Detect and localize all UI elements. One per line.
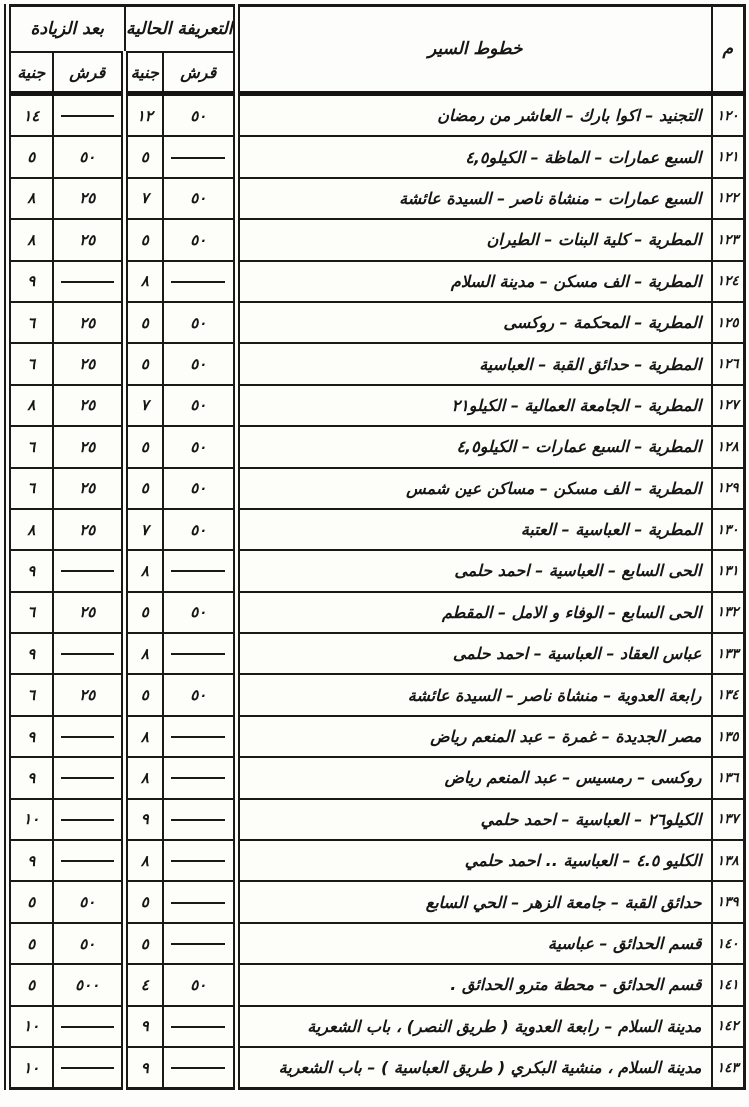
after-geneh-cell: ٨ xyxy=(8,219,53,260)
current-geneh-cell: ٨ xyxy=(125,716,163,757)
route-cell: الكيلو٢٦ – العباسية – احمد حلمي xyxy=(237,799,712,840)
after-geneh-cell: ٩ xyxy=(8,716,53,757)
current-qirsh-cell: ٥٠ xyxy=(163,468,237,509)
current-qirsh-cell xyxy=(163,716,237,757)
row-number-cell: ١٣٦ xyxy=(712,757,745,798)
table-row xyxy=(8,592,745,633)
current-qirsh-cell: ٥٠ xyxy=(163,302,237,343)
current-qirsh-cell xyxy=(163,261,237,302)
row-number-cell: ١٢٦ xyxy=(712,343,745,384)
route-cell: عباس العقاد – العباسية – احمد حلمى xyxy=(237,633,712,674)
after-geneh-cell: ٥ xyxy=(8,136,53,177)
after-geneh-cell: ٥ xyxy=(8,881,53,922)
current-geneh-cell: ٩ xyxy=(125,1006,163,1047)
row-number-cell: ١٤٣ xyxy=(712,1047,745,1089)
row-number-cell: ١٢٤ xyxy=(712,261,745,302)
current-qirsh-cell: ٥٠ xyxy=(163,343,237,384)
after-geneh-cell: ٦ xyxy=(8,302,53,343)
row-number-cell: ١٣٤ xyxy=(712,674,745,715)
row-number-cell: ١٢٠ xyxy=(712,94,745,137)
blank-dash xyxy=(171,1026,225,1028)
table-row xyxy=(8,757,745,798)
current-qirsh-cell xyxy=(163,136,237,177)
blank-dash xyxy=(171,653,225,655)
after-increase-group-header: بعد الزيادة xyxy=(8,6,125,53)
current-geneh-cell: ٥ xyxy=(125,426,163,467)
current-qirsh-cell: ٥٠ xyxy=(163,94,237,137)
blank-dash xyxy=(171,570,225,572)
route-cell: الحى السابع – العباسية – احمد حلمى xyxy=(237,550,712,591)
after-qirsh-cell xyxy=(53,633,125,674)
after-qirsh-cell: ٢٥ xyxy=(53,385,125,426)
current-qirsh-header: قرش xyxy=(163,52,237,94)
current-geneh-cell: ٥ xyxy=(125,923,163,964)
after-qirsh-cell: ٥٠ xyxy=(53,136,125,177)
table-row xyxy=(8,219,745,260)
after-geneh-header: جنية xyxy=(8,52,53,94)
row-number-cell: ١٣٩ xyxy=(712,881,745,922)
current-geneh-cell: ٤ xyxy=(125,964,163,1005)
current-qirsh-cell xyxy=(163,1006,237,1047)
after-qirsh-cell: ٥٠ xyxy=(53,923,125,964)
current-qirsh-cell xyxy=(163,881,237,922)
route-cell: مصر الجديدة – غمرة – عبد المنعم رياض xyxy=(237,716,712,757)
row-number-cell: ١٢١ xyxy=(712,136,745,177)
row-number-cell: ١٢٢ xyxy=(712,178,745,219)
table-row xyxy=(8,468,745,509)
table-row xyxy=(8,964,745,1005)
table-row xyxy=(8,716,745,757)
table-row xyxy=(8,426,745,467)
current-geneh-cell: ١٢ xyxy=(125,94,163,137)
current-geneh-cell: ٨ xyxy=(125,757,163,798)
blank-dash xyxy=(171,157,225,159)
row-number-cell: ١٢٣ xyxy=(712,219,745,260)
after-geneh-cell: ٨ xyxy=(8,178,53,219)
row-number-cell: ١٣٢ xyxy=(712,592,745,633)
table-row xyxy=(8,509,745,550)
route-cell: قسم الحدائق – محطة مترو الحدائق . xyxy=(237,964,712,1005)
current-qirsh-cell: ٥٠ xyxy=(163,509,237,550)
after-qirsh-cell xyxy=(53,757,125,798)
route-cell: المطرية – الف مسكن – مساكن عين شمس xyxy=(237,468,712,509)
route-cell: روكسى – رمسيس – عبد المنعم رياض xyxy=(237,757,712,798)
current-geneh-cell: ٥ xyxy=(125,468,163,509)
after-geneh-cell: ٨ xyxy=(8,509,53,550)
after-geneh-cell: ٨ xyxy=(8,385,53,426)
blank-dash xyxy=(171,860,225,862)
current-geneh-cell: ٥ xyxy=(125,592,163,633)
after-geneh-cell: ٦ xyxy=(8,426,53,467)
after-geneh-cell: ٩ xyxy=(8,633,53,674)
row-number-cell: ١٤١ xyxy=(712,964,745,1005)
after-qirsh-cell xyxy=(53,261,125,302)
after-qirsh-cell xyxy=(53,550,125,591)
route-cell: حدائق القبة – جامعة الزهر – الحي السابع xyxy=(237,881,712,922)
current-geneh-header: جنية xyxy=(125,52,163,94)
after-geneh-cell: ١٠ xyxy=(8,1006,53,1047)
blank-dash xyxy=(61,1026,114,1028)
routes-column-header: خطوط السير xyxy=(237,6,712,94)
after-qirsh-cell xyxy=(53,1006,125,1047)
route-cell: الحى السابع – الوفاء و الامل – المقطم xyxy=(237,592,712,633)
table-row xyxy=(8,674,745,715)
row-number-cell: ١٢٧ xyxy=(712,385,745,426)
blank-dash xyxy=(171,819,225,821)
blank-dash xyxy=(171,943,225,945)
fare-table-header xyxy=(8,6,745,94)
after-geneh-cell: ٥ xyxy=(8,964,53,1005)
current-qirsh-cell xyxy=(163,923,237,964)
after-qirsh-cell: ٢٥ xyxy=(53,592,125,633)
route-cell: المطرية – الجامعة العمالية – الكيلو٢١ xyxy=(237,385,712,426)
after-qirsh-cell xyxy=(53,1047,125,1089)
after-qirsh-cell: ٢٥ xyxy=(53,468,125,509)
route-cell: المطرية – كلية البنات – الطيران xyxy=(237,219,712,260)
route-cell: رابعة العدوية – منشاة ناصر – السيدة عائشة xyxy=(237,674,712,715)
after-geneh-cell: ١٠ xyxy=(8,799,53,840)
table-row xyxy=(8,550,745,591)
after-qirsh-cell: ٥٠ xyxy=(53,881,125,922)
blank-dash xyxy=(171,902,225,904)
route-cell: السبع عمارات – الماظة – الكيلو٤,٥ xyxy=(237,136,712,177)
current-qirsh-cell xyxy=(163,840,237,881)
after-qirsh-cell xyxy=(53,94,125,137)
header-group-row xyxy=(8,6,745,53)
route-cell: المطرية – السبع عمارات – الكيلو٤,٥ xyxy=(237,426,712,467)
blank-dash xyxy=(61,736,114,738)
current-geneh-cell: ٨ xyxy=(125,633,163,674)
row-number-cell: ١٢٨ xyxy=(712,426,745,467)
after-geneh-cell: ٦ xyxy=(8,674,53,715)
fare-table xyxy=(4,4,746,1090)
current-qirsh-cell: ٥٠ xyxy=(163,964,237,1005)
row-number-cell: ١٢٩ xyxy=(712,468,745,509)
blank-dash xyxy=(61,819,114,821)
blank-dash xyxy=(61,860,114,862)
after-geneh-cell: ٦ xyxy=(8,343,53,384)
blank-dash xyxy=(61,777,114,779)
blank-dash xyxy=(61,570,114,572)
current-geneh-cell: ٨ xyxy=(125,261,163,302)
current-geneh-cell: ٥ xyxy=(125,219,163,260)
table-row xyxy=(8,881,745,922)
current-geneh-cell: ٥ xyxy=(125,881,163,922)
current-qirsh-cell: ٥٠ xyxy=(163,674,237,715)
current-qirsh-cell: ٥٠ xyxy=(163,426,237,467)
blank-dash xyxy=(171,736,225,738)
after-qirsh-cell: ٢٥ xyxy=(53,178,125,219)
table-row xyxy=(8,840,745,881)
current-qirsh-cell xyxy=(163,1047,237,1089)
row-number-cell: ١٣٠ xyxy=(712,509,745,550)
after-qirsh-cell: ٢٥ xyxy=(53,426,125,467)
after-qirsh-cell: ٢٥ xyxy=(53,302,125,343)
after-geneh-cell: ٥ xyxy=(8,923,53,964)
blank-dash xyxy=(61,653,114,655)
after-qirsh-cell xyxy=(53,799,125,840)
after-qirsh-cell xyxy=(53,840,125,881)
row-number-cell: ١٢٥ xyxy=(712,302,745,343)
current-tariff-group-header: التعريفة الحالية xyxy=(125,6,237,53)
route-cell: التجنيد – اكوا بارك – العاشر من رمضان xyxy=(237,94,712,137)
current-qirsh-cell: ٥٠ xyxy=(163,178,237,219)
current-geneh-cell: ٨ xyxy=(125,840,163,881)
serial-column-header: م xyxy=(712,6,745,94)
route-cell: مدينة السلام ، منشية البكري ( طريق العباسية ) – باب الشعرية xyxy=(237,1047,712,1089)
current-geneh-cell: ٩ xyxy=(125,1047,163,1089)
route-cell: الكليو ٤.٥ – العباسية .. احمد حلمي xyxy=(237,840,712,881)
after-geneh-cell: ٦ xyxy=(8,592,53,633)
current-qirsh-cell xyxy=(163,633,237,674)
current-geneh-cell: ٧ xyxy=(125,385,163,426)
row-number-cell: ١٣١ xyxy=(712,550,745,591)
blank-dash xyxy=(171,1067,225,1069)
current-qirsh-cell xyxy=(163,757,237,798)
row-number-cell: ١٣٧ xyxy=(712,799,745,840)
row-number-cell: ١٣٥ xyxy=(712,716,745,757)
after-qirsh-cell: ٥٠٠ xyxy=(53,964,125,1005)
route-cell: قسم الحدائق – عباسية xyxy=(237,923,712,964)
table-row xyxy=(8,302,745,343)
current-qirsh-cell: ٥٠ xyxy=(163,219,237,260)
table-row xyxy=(8,1006,745,1047)
current-geneh-cell: ٨ xyxy=(125,550,163,591)
after-qirsh-cell: ٢٥ xyxy=(53,674,125,715)
current-qirsh-cell: ٥٠ xyxy=(163,592,237,633)
row-number-cell: ١٣٨ xyxy=(712,840,745,881)
current-geneh-cell: ٧ xyxy=(125,509,163,550)
current-geneh-cell: ٩ xyxy=(125,799,163,840)
blank-dash xyxy=(61,281,114,283)
table-row xyxy=(8,385,745,426)
current-qirsh-cell: ٥٠ xyxy=(163,385,237,426)
fare-table-body xyxy=(8,94,745,1089)
route-cell: السبع عمارات – منشاة ناصر – السيدة عائشة xyxy=(237,178,712,219)
table-row xyxy=(8,94,745,137)
table-row xyxy=(8,923,745,964)
row-number-cell: ١٤٢ xyxy=(712,1006,745,1047)
route-cell: مدينة السلام – رابعة العدوية ( طريق النصر) ، باب الشعرية xyxy=(237,1006,712,1047)
after-geneh-cell: ٩ xyxy=(8,840,53,881)
current-geneh-cell: ٥ xyxy=(125,343,163,384)
current-qirsh-cell xyxy=(163,550,237,591)
after-qirsh-header: قرش xyxy=(53,52,125,94)
route-cell: المطرية – العباسية – العتبة xyxy=(237,509,712,550)
blank-dash xyxy=(61,115,114,117)
after-geneh-cell: ١٤ xyxy=(8,94,53,137)
table-row xyxy=(8,633,745,674)
blank-dash xyxy=(171,281,225,283)
after-qirsh-cell xyxy=(53,716,125,757)
current-geneh-cell: ٥ xyxy=(125,302,163,343)
after-geneh-cell: ٩ xyxy=(8,261,53,302)
after-qirsh-cell: ٢٥ xyxy=(53,219,125,260)
table-row xyxy=(8,799,745,840)
after-qirsh-cell: ٢٥ xyxy=(53,509,125,550)
table-row xyxy=(8,261,745,302)
blank-dash xyxy=(61,1067,114,1069)
route-cell: المطرية – الف مسكن – مدينة السلام xyxy=(237,261,712,302)
current-geneh-cell: ٧ xyxy=(125,178,163,219)
row-number-cell: ١٤٠ xyxy=(712,923,745,964)
current-geneh-cell: ٥ xyxy=(125,136,163,177)
table-row xyxy=(8,343,745,384)
after-geneh-cell: ٩ xyxy=(8,550,53,591)
row-number-cell: ١٣٣ xyxy=(712,633,745,674)
route-cell: المطرية – حدائق القبة – العباسية xyxy=(237,343,712,384)
after-geneh-cell: ١٠ xyxy=(8,1047,53,1089)
table-row xyxy=(8,178,745,219)
current-geneh-cell: ٥ xyxy=(125,674,163,715)
table-row xyxy=(8,1047,745,1089)
table-row xyxy=(8,136,745,177)
after-qirsh-cell: ٢٥ xyxy=(53,343,125,384)
route-cell: المطرية – المحكمة – روكسى xyxy=(237,302,712,343)
current-qirsh-cell xyxy=(163,799,237,840)
after-geneh-cell: ٩ xyxy=(8,757,53,798)
blank-dash xyxy=(171,777,225,779)
after-geneh-cell: ٦ xyxy=(8,468,53,509)
